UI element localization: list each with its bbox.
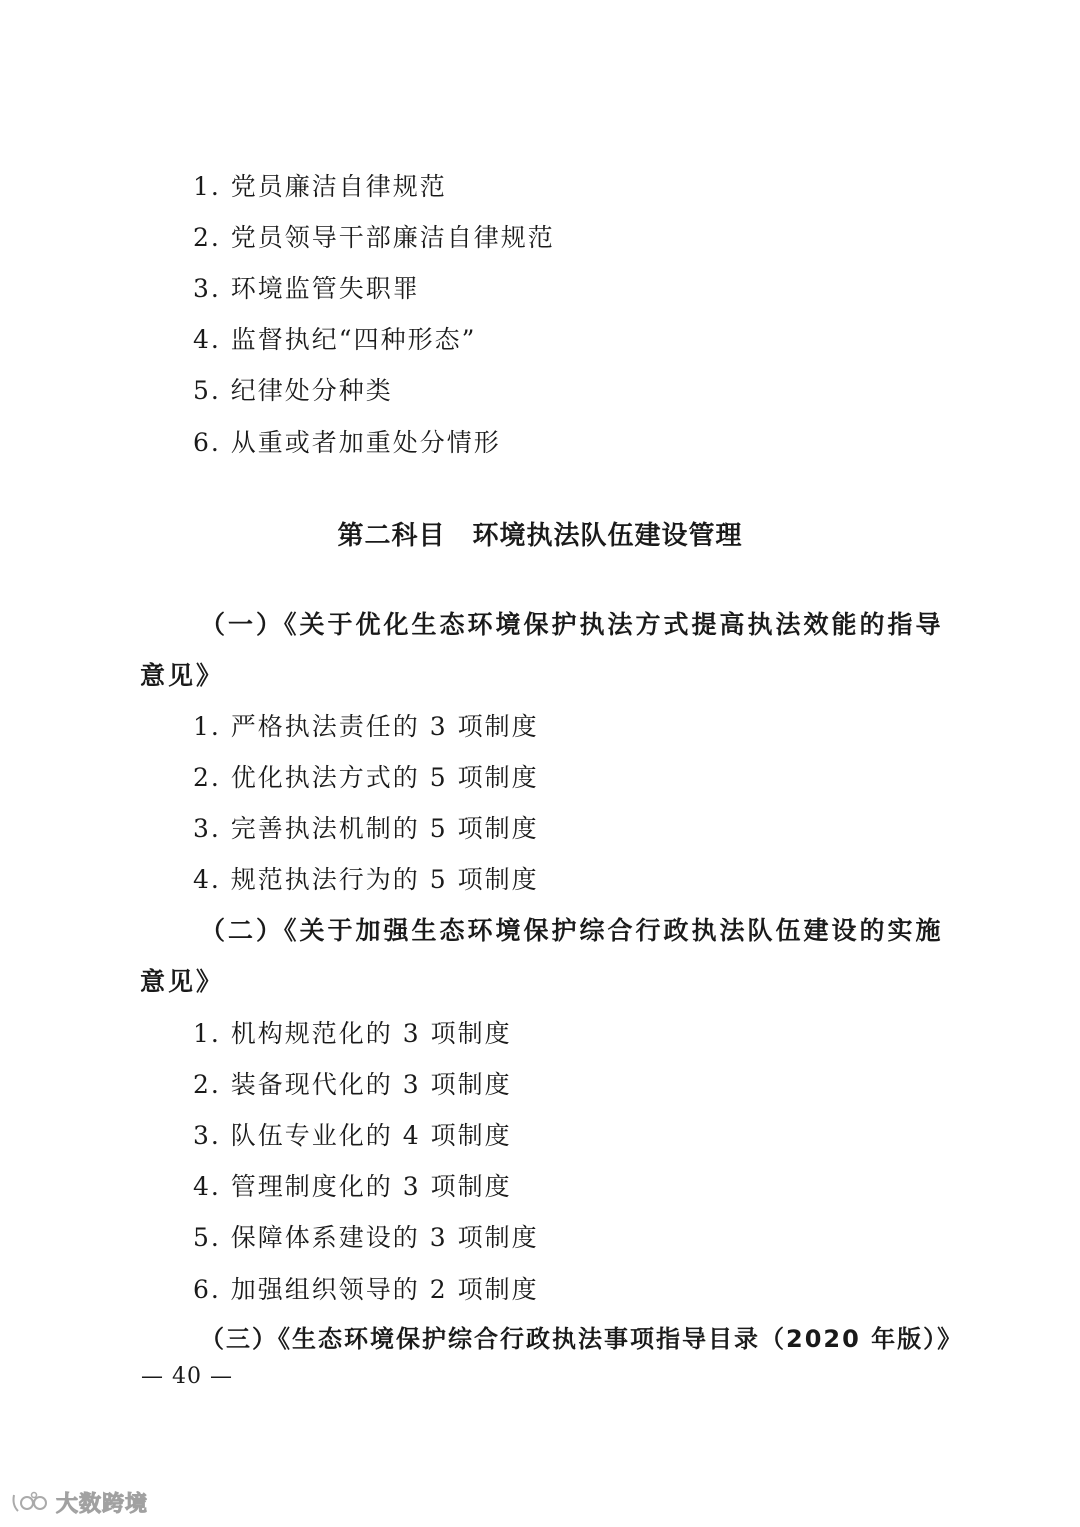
list-item: 1. 机构规范化的 3 项制度	[193, 1019, 512, 1048]
list-item: 4. 管理制度化的 3 项制度	[193, 1172, 512, 1201]
list-item: 6. 从重或者加重处分情形	[193, 428, 501, 457]
section-title: （二）《关于加强生态环境保护综合行政执法队伍建设的实施	[200, 916, 944, 945]
section-title: （一）《关于优化生态环境保护执法方式提高执法效能的指导	[200, 610, 944, 639]
list-item: 3. 环境监管失职罪	[193, 274, 420, 303]
list-item: 4. 监督执纪“四种形态”	[193, 325, 477, 354]
list-item: 2. 装备现代化的 3 项制度	[193, 1070, 512, 1099]
watermark-text: 大数跨境	[56, 1491, 149, 1517]
subject-heading: 第二科目 环境执法队伍建设管理	[337, 521, 743, 551]
list-item: 6. 加强组织领导的 2 项制度	[193, 1275, 539, 1304]
page-number: — 40 —	[141, 1364, 233, 1389]
list-item: 5. 保障体系建设的 3 项制度	[193, 1223, 539, 1252]
section-title-continuation: 意见》	[140, 967, 225, 996]
list-item: 1. 严格执法责任的 3 项制度	[193, 712, 539, 741]
list-item: 3. 队伍专业化的 4 项制度	[193, 1121, 512, 1150]
list-item: 2. 优化执法方式的 5 项制度	[193, 763, 539, 792]
section-title-continuation: 意见》	[140, 661, 225, 690]
list-item: 4. 规范执法行为的 5 项制度	[193, 865, 539, 894]
watermark	[10, 1487, 148, 1517]
list-item: 1. 党员廉洁自律规范	[193, 172, 447, 201]
list-item: 2. 党员领导干部廉洁自律规范	[193, 223, 555, 252]
list-item: 3. 完善执法机制的 5 项制度	[193, 814, 539, 843]
list-item: 5. 纪律处分种类	[193, 376, 393, 405]
section-title: （三）《生态环境保护综合行政执法事项指导目录（2020 年版）》	[200, 1325, 964, 1353]
brand-logo-icon	[10, 1489, 50, 1515]
